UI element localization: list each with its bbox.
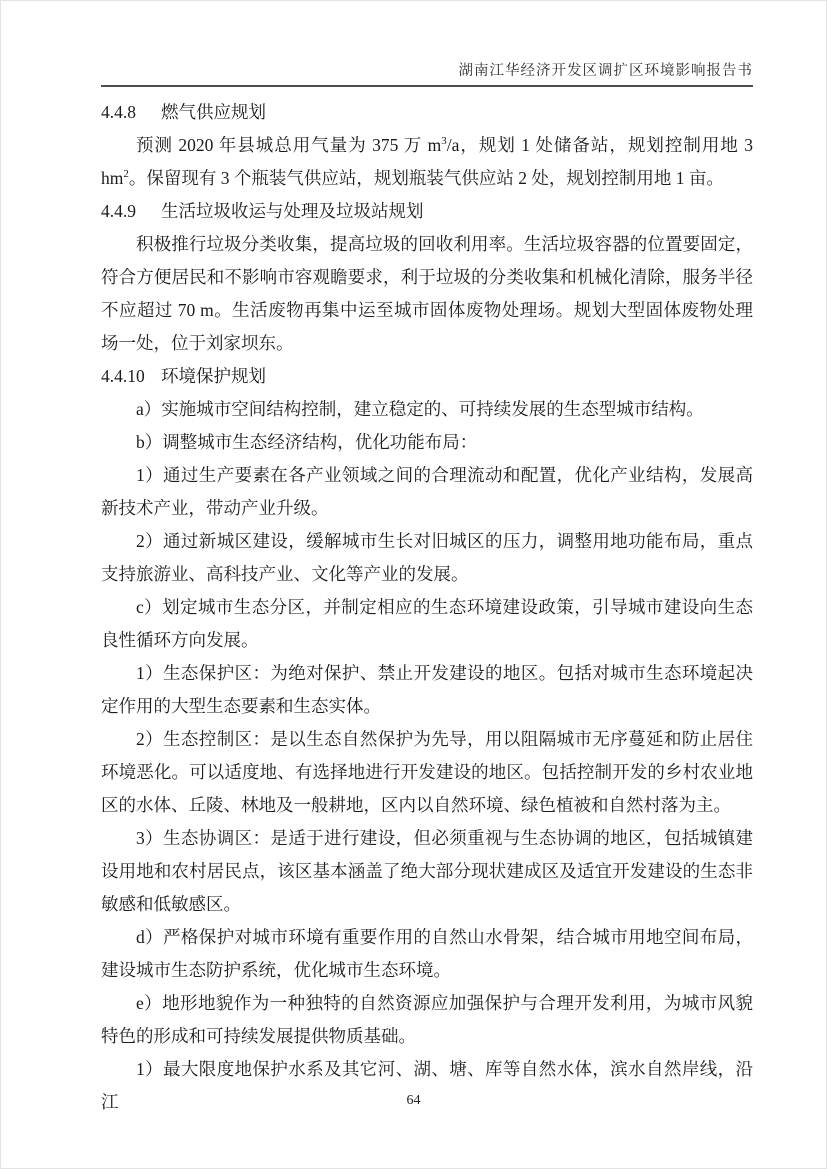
text-run: 1）通过生产要素在各产业领域之间的合理流动和配置，优化产业结构，发展高新技术产业，带动产业升级。 bbox=[101, 465, 753, 518]
text-run: 3）生态协调区：是适于进行建设，但必须重视与生态协调的地区，包括城镇建设用地和农村居民点，该区基本涵盖了绝大部分现状建成区及适宜开发建设的生态非敏感和低敏感区。 bbox=[101, 828, 753, 914]
body-paragraph bbox=[101, 393, 753, 426]
text-run: 1）生态保护区：为绝对保护、禁止开发建设的地区。包括对城市生态环境起决定作用的大型生态要素和生态实体。 bbox=[101, 663, 753, 716]
body-paragraph bbox=[101, 921, 753, 987]
body-paragraph bbox=[101, 657, 753, 723]
heading-number: 4.4.10 bbox=[101, 366, 145, 386]
text-run: 1）最大限度地保护水系及其它河、湖、塘、库等自然水体，滨水自然岸线，沿江 bbox=[101, 1059, 753, 1112]
text-run: c）划定城市生态分区，并制定相应的生态环境建设政策，引导城市建设向生态良性循环方向发展。 bbox=[101, 597, 753, 650]
body-paragraph bbox=[101, 129, 753, 195]
text-run: b）调整城市生态经济结构，优化功能布局： bbox=[136, 432, 478, 452]
superscript: 3 bbox=[441, 135, 447, 148]
document-body bbox=[101, 96, 753, 1119]
body-paragraph bbox=[101, 1053, 753, 1119]
text-run: 预测 2020 年县城总用气量为 375 万 m bbox=[136, 135, 442, 155]
text-run: 2）生态控制区：是以生态自然保护为先导，用以阻隔城市无序蔓延和防止居住环境恶化。可以适度地、有选择地进行开发建设的地区。包括控制开发的乡村农业地区的水体、丘陵、林地及一般耕地，区内以自然环境、绿色植被和自然村落为主。 bbox=[101, 729, 753, 815]
section-heading bbox=[101, 195, 753, 228]
heading-title: 环境保护规划 bbox=[161, 366, 266, 386]
text-run: 。保留现有 3 个瓶装气供应站，规划瓶装气供应站 2 处，规划控制用地 1 亩。 bbox=[128, 168, 724, 188]
body-paragraph bbox=[101, 525, 753, 591]
heading-title: 燃气供应规划 bbox=[161, 102, 266, 122]
body-paragraph bbox=[101, 459, 753, 525]
running-header: 湖南江华经济开发区调扩区环境影响报告书 bbox=[458, 63, 753, 79]
text-run: /a，规划 1 处储备站，规划控制用地 3 hm bbox=[101, 135, 753, 188]
heading-number: 4.4.8 bbox=[101, 102, 136, 122]
text-run: a）实施城市空间结构控制，建立稳定的、可持续发展的生态型城市结构。 bbox=[136, 399, 704, 419]
body-paragraph bbox=[101, 426, 753, 459]
superscript: 2 bbox=[123, 168, 129, 181]
body-paragraph bbox=[101, 987, 753, 1053]
text-run: d）严格保护对城市环境有重要作用的自然山水骨架，结合城市用地空间布局，建设城市生态防护系统，优化城市生态环境。 bbox=[101, 927, 753, 980]
body-paragraph bbox=[101, 723, 753, 822]
body-paragraph bbox=[101, 228, 753, 360]
text-run: 积极推行垃圾分类收集，提高垃圾的回收利用率。生活垃圾容器的位置要固定，符合方便居民和不影响市容观瞻要求，利于垃圾的分类收集和机械化清除，服务半径不应超过 70 m。生活废物再集中运至城市固体废物处理场。规划大型固体废物处理场一处，位于刘家坝东。 bbox=[101, 234, 753, 353]
body-paragraph bbox=[101, 591, 753, 657]
heading-title: 生活垃圾收运与处理及垃圾站规划 bbox=[161, 201, 424, 221]
section-heading bbox=[101, 96, 753, 129]
text-run: 2）通过新城区建设，缓解城市生长对旧城区的压力，调整用地功能布局，重点支持旅游业、高科技产业、文化等产业的发展。 bbox=[101, 531, 753, 584]
header-rule bbox=[101, 85, 753, 87]
page-number: 64 bbox=[406, 1093, 421, 1108]
heading-number: 4.4.9 bbox=[101, 201, 136, 221]
section-heading bbox=[101, 360, 753, 393]
body-paragraph bbox=[101, 822, 753, 921]
text-run: e）地形地貌作为一种独特的自然资源应加强保护与合理开发利用，为城市风貌特色的形成和可持续发展提供物质基础。 bbox=[101, 993, 753, 1046]
